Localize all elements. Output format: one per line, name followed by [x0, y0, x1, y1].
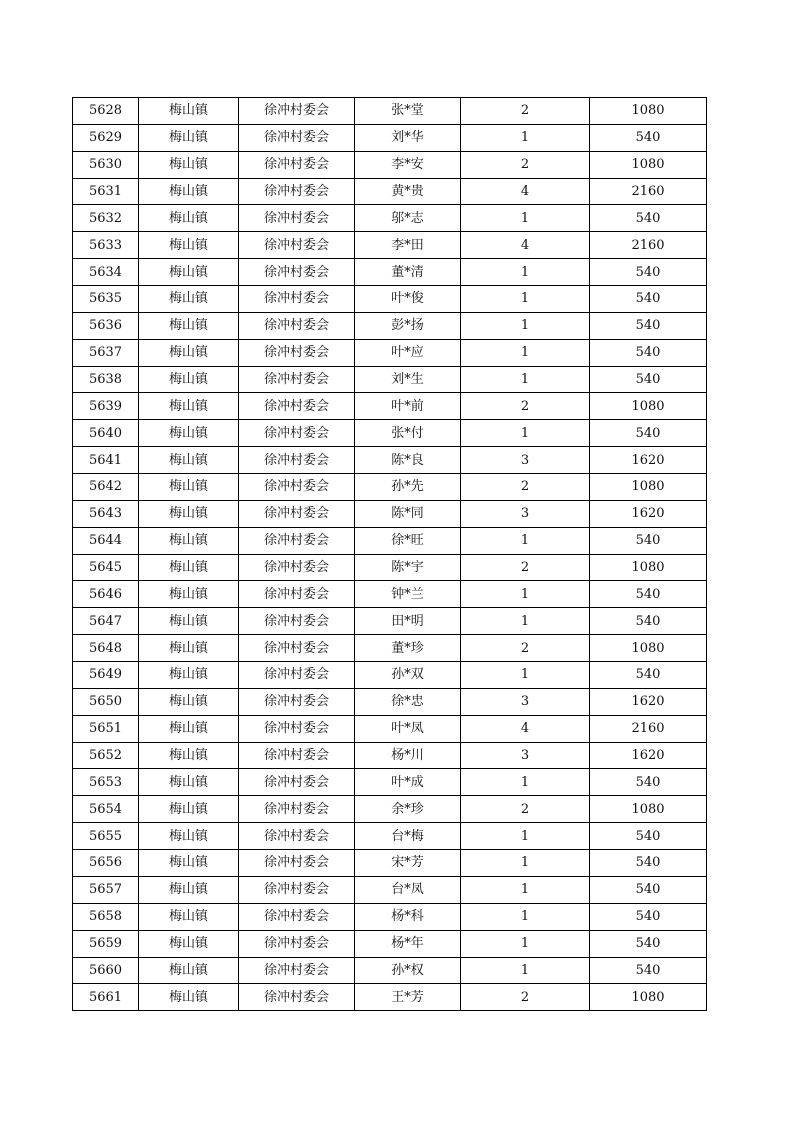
- village-committee-cell: 徐冲村委会: [239, 339, 355, 366]
- amount-cell: 1620: [590, 742, 707, 769]
- table-row: [73, 232, 707, 259]
- amount-cell: 1080: [590, 98, 707, 125]
- count-cell: 1: [461, 312, 590, 339]
- table-row: [73, 715, 707, 742]
- name-cell: 王*芳: [355, 984, 461, 1011]
- count-cell: 3: [461, 688, 590, 715]
- row-number-cell: 5644: [73, 527, 139, 554]
- amount-cell: 1080: [590, 796, 707, 823]
- row-number-cell: 5631: [73, 178, 139, 205]
- village-committee-cell: 徐冲村委会: [239, 850, 355, 877]
- village-committee-cell: 徐冲村委会: [239, 984, 355, 1011]
- table-row: [73, 98, 707, 125]
- town-cell: 梅山镇: [139, 635, 239, 662]
- town-cell: 梅山镇: [139, 447, 239, 474]
- count-cell: 2: [461, 98, 590, 125]
- town-cell: 梅山镇: [139, 474, 239, 501]
- town-cell: 梅山镇: [139, 554, 239, 581]
- name-cell: 李*安: [355, 151, 461, 178]
- village-committee-cell: 徐冲村委会: [239, 742, 355, 769]
- village-committee-cell: 徐冲村委会: [239, 286, 355, 313]
- count-cell: 3: [461, 742, 590, 769]
- village-committee-cell: 徐冲村委会: [239, 608, 355, 635]
- village-committee-cell: 徐冲村委会: [239, 903, 355, 930]
- name-cell: 邬*志: [355, 205, 461, 232]
- name-cell: 叶*凤: [355, 715, 461, 742]
- count-cell: 1: [461, 662, 590, 689]
- count-cell: 1: [461, 850, 590, 877]
- amount-cell: 540: [590, 205, 707, 232]
- count-cell: 2: [461, 796, 590, 823]
- row-number-cell: 5637: [73, 339, 139, 366]
- village-committee-cell: 徐冲村委会: [239, 715, 355, 742]
- name-cell: 叶*前: [355, 393, 461, 420]
- amount-cell: 2160: [590, 178, 707, 205]
- town-cell: 梅山镇: [139, 98, 239, 125]
- amount-cell: 540: [590, 124, 707, 151]
- amount-cell: 540: [590, 286, 707, 313]
- count-cell: 1: [461, 286, 590, 313]
- table-row: [73, 662, 707, 689]
- village-committee-cell: 徐冲村委会: [239, 232, 355, 259]
- row-number-cell: 5645: [73, 554, 139, 581]
- count-cell: 1: [461, 581, 590, 608]
- amount-cell: 540: [590, 876, 707, 903]
- row-number-cell: 5655: [73, 823, 139, 850]
- village-committee-cell: 徐冲村委会: [239, 205, 355, 232]
- name-cell: 孙*双: [355, 662, 461, 689]
- amount-cell: 1080: [590, 474, 707, 501]
- table-row: [73, 151, 707, 178]
- count-cell: 1: [461, 259, 590, 286]
- village-committee-cell: 徐冲村委会: [239, 151, 355, 178]
- amount-cell: 1080: [590, 393, 707, 420]
- amount-cell: 1080: [590, 554, 707, 581]
- amount-cell: 540: [590, 662, 707, 689]
- count-cell: 2: [461, 151, 590, 178]
- table-row: [73, 259, 707, 286]
- row-number-cell: 5640: [73, 420, 139, 447]
- row-number-cell: 5658: [73, 903, 139, 930]
- amount-cell: 1620: [590, 500, 707, 527]
- row-number-cell: 5660: [73, 957, 139, 984]
- name-cell: 宋*芳: [355, 850, 461, 877]
- name-cell: 陈*良: [355, 447, 461, 474]
- table-row: [73, 796, 707, 823]
- count-cell: 2: [461, 393, 590, 420]
- count-cell: 2: [461, 635, 590, 662]
- row-number-cell: 5629: [73, 124, 139, 151]
- name-cell: 台*凤: [355, 876, 461, 903]
- name-cell: 董*珍: [355, 635, 461, 662]
- amount-cell: 540: [590, 850, 707, 877]
- town-cell: 梅山镇: [139, 151, 239, 178]
- name-cell: 陈*宇: [355, 554, 461, 581]
- name-cell: 刘*生: [355, 366, 461, 393]
- village-committee-cell: 徐冲村委会: [239, 98, 355, 125]
- row-number-cell: 5650: [73, 688, 139, 715]
- town-cell: 梅山镇: [139, 124, 239, 151]
- table-row: [73, 930, 707, 957]
- name-cell: 孙*先: [355, 474, 461, 501]
- table-row: [73, 527, 707, 554]
- amount-cell: 540: [590, 581, 707, 608]
- name-cell: 陈*同: [355, 500, 461, 527]
- row-number-cell: 5638: [73, 366, 139, 393]
- name-cell: 李*田: [355, 232, 461, 259]
- town-cell: 梅山镇: [139, 312, 239, 339]
- row-number-cell: 5648: [73, 635, 139, 662]
- amount-cell: 540: [590, 769, 707, 796]
- row-number-cell: 5642: [73, 474, 139, 501]
- amount-cell: 1620: [590, 688, 707, 715]
- row-number-cell: 5651: [73, 715, 139, 742]
- table-row: [73, 554, 707, 581]
- table-row: [73, 876, 707, 903]
- town-cell: 梅山镇: [139, 581, 239, 608]
- town-cell: 梅山镇: [139, 742, 239, 769]
- village-committee-cell: 徐冲村委会: [239, 420, 355, 447]
- town-cell: 梅山镇: [139, 259, 239, 286]
- row-number-cell: 5654: [73, 796, 139, 823]
- name-cell: 杨*科: [355, 903, 461, 930]
- village-committee-cell: 徐冲村委会: [239, 796, 355, 823]
- count-cell: 1: [461, 876, 590, 903]
- village-committee-cell: 徐冲村委会: [239, 527, 355, 554]
- town-cell: 梅山镇: [139, 823, 239, 850]
- table-body: [73, 98, 707, 1011]
- count-cell: 1: [461, 339, 590, 366]
- row-number-cell: 5633: [73, 232, 139, 259]
- data-table: [72, 97, 707, 1011]
- town-cell: 梅山镇: [139, 769, 239, 796]
- name-cell: 孙*权: [355, 957, 461, 984]
- town-cell: 梅山镇: [139, 232, 239, 259]
- town-cell: 梅山镇: [139, 178, 239, 205]
- name-cell: 黄*贵: [355, 178, 461, 205]
- town-cell: 梅山镇: [139, 500, 239, 527]
- table-row: [73, 957, 707, 984]
- town-cell: 梅山镇: [139, 205, 239, 232]
- count-cell: 1: [461, 420, 590, 447]
- village-committee-cell: 徐冲村委会: [239, 662, 355, 689]
- name-cell: 台*梅: [355, 823, 461, 850]
- row-number-cell: 5653: [73, 769, 139, 796]
- town-cell: 梅山镇: [139, 796, 239, 823]
- amount-cell: 1080: [590, 151, 707, 178]
- name-cell: 叶*应: [355, 339, 461, 366]
- name-cell: 钟*兰: [355, 581, 461, 608]
- village-committee-cell: 徐冲村委会: [239, 447, 355, 474]
- row-number-cell: 5632: [73, 205, 139, 232]
- village-committee-cell: 徐冲村委会: [239, 635, 355, 662]
- amount-cell: 540: [590, 366, 707, 393]
- name-cell: 杨*年: [355, 930, 461, 957]
- amount-cell: 540: [590, 608, 707, 635]
- amount-cell: 540: [590, 823, 707, 850]
- table-row: [73, 312, 707, 339]
- count-cell: 3: [461, 447, 590, 474]
- count-cell: 1: [461, 823, 590, 850]
- name-cell: 叶*俊: [355, 286, 461, 313]
- amount-cell: 540: [590, 903, 707, 930]
- amount-cell: 540: [590, 420, 707, 447]
- name-cell: 田*明: [355, 608, 461, 635]
- count-cell: 1: [461, 205, 590, 232]
- town-cell: 梅山镇: [139, 527, 239, 554]
- village-committee-cell: 徐冲村委会: [239, 393, 355, 420]
- table-row: [73, 823, 707, 850]
- count-cell: 2: [461, 554, 590, 581]
- name-cell: 余*珍: [355, 796, 461, 823]
- row-number-cell: 5634: [73, 259, 139, 286]
- table-row: [73, 769, 707, 796]
- count-cell: 1: [461, 930, 590, 957]
- name-cell: 张*付: [355, 420, 461, 447]
- row-number-cell: 5652: [73, 742, 139, 769]
- amount-cell: 1620: [590, 447, 707, 474]
- row-number-cell: 5639: [73, 393, 139, 420]
- row-number-cell: 5656: [73, 850, 139, 877]
- village-committee-cell: 徐冲村委会: [239, 500, 355, 527]
- row-number-cell: 5657: [73, 876, 139, 903]
- town-cell: 梅山镇: [139, 715, 239, 742]
- name-cell: 叶*成: [355, 769, 461, 796]
- count-cell: 1: [461, 957, 590, 984]
- count-cell: 4: [461, 232, 590, 259]
- count-cell: 3: [461, 500, 590, 527]
- town-cell: 梅山镇: [139, 366, 239, 393]
- amount-cell: 1080: [590, 635, 707, 662]
- town-cell: 梅山镇: [139, 957, 239, 984]
- amount-cell: 2160: [590, 715, 707, 742]
- village-committee-cell: 徐冲村委会: [239, 366, 355, 393]
- town-cell: 梅山镇: [139, 420, 239, 447]
- table-row: [73, 850, 707, 877]
- village-committee-cell: 徐冲村委会: [239, 124, 355, 151]
- town-cell: 梅山镇: [139, 688, 239, 715]
- town-cell: 梅山镇: [139, 984, 239, 1011]
- name-cell: 刘*华: [355, 124, 461, 151]
- table-row: [73, 635, 707, 662]
- table-row: [73, 124, 707, 151]
- town-cell: 梅山镇: [139, 608, 239, 635]
- table-row: [73, 447, 707, 474]
- village-committee-cell: 徐冲村委会: [239, 554, 355, 581]
- town-cell: 梅山镇: [139, 876, 239, 903]
- village-committee-cell: 徐冲村委会: [239, 259, 355, 286]
- amount-cell: 540: [590, 312, 707, 339]
- table-row: [73, 581, 707, 608]
- village-committee-cell: 徐冲村委会: [239, 876, 355, 903]
- name-cell: 彭*扬: [355, 312, 461, 339]
- village-committee-cell: 徐冲村委会: [239, 769, 355, 796]
- count-cell: 4: [461, 178, 590, 205]
- table-row: [73, 608, 707, 635]
- amount-cell: 540: [590, 527, 707, 554]
- table-row: [73, 286, 707, 313]
- row-number-cell: 5635: [73, 286, 139, 313]
- amount-cell: 540: [590, 930, 707, 957]
- count-cell: 1: [461, 366, 590, 393]
- town-cell: 梅山镇: [139, 393, 239, 420]
- table-row: [73, 339, 707, 366]
- row-number-cell: 5636: [73, 312, 139, 339]
- table-row: [73, 205, 707, 232]
- row-number-cell: 5630: [73, 151, 139, 178]
- count-cell: 2: [461, 474, 590, 501]
- name-cell: 徐*忠: [355, 688, 461, 715]
- row-number-cell: 5628: [73, 98, 139, 125]
- row-number-cell: 5641: [73, 447, 139, 474]
- amount-cell: 2160: [590, 232, 707, 259]
- count-cell: 4: [461, 715, 590, 742]
- town-cell: 梅山镇: [139, 286, 239, 313]
- name-cell: 董*清: [355, 259, 461, 286]
- table-row: [73, 366, 707, 393]
- village-committee-cell: 徐冲村委会: [239, 688, 355, 715]
- town-cell: 梅山镇: [139, 662, 239, 689]
- count-cell: 1: [461, 527, 590, 554]
- name-cell: 徐*旺: [355, 527, 461, 554]
- table-row: [73, 393, 707, 420]
- town-cell: 梅山镇: [139, 930, 239, 957]
- table-row: [73, 688, 707, 715]
- count-cell: 1: [461, 124, 590, 151]
- village-committee-cell: 徐冲村委会: [239, 930, 355, 957]
- table-row: [73, 474, 707, 501]
- town-cell: 梅山镇: [139, 339, 239, 366]
- row-number-cell: 5647: [73, 608, 139, 635]
- table-row: [73, 742, 707, 769]
- table-row: [73, 984, 707, 1011]
- count-cell: 2: [461, 984, 590, 1011]
- town-cell: 梅山镇: [139, 903, 239, 930]
- row-number-cell: 5646: [73, 581, 139, 608]
- village-committee-cell: 徐冲村委会: [239, 474, 355, 501]
- name-cell: 张*堂: [355, 98, 461, 125]
- village-committee-cell: 徐冲村委会: [239, 178, 355, 205]
- amount-cell: 540: [590, 259, 707, 286]
- table-row: [73, 420, 707, 447]
- village-committee-cell: 徐冲村委会: [239, 957, 355, 984]
- table-row: [73, 903, 707, 930]
- row-number-cell: 5643: [73, 500, 139, 527]
- village-committee-cell: 徐冲村委会: [239, 823, 355, 850]
- town-cell: 梅山镇: [139, 850, 239, 877]
- count-cell: 1: [461, 769, 590, 796]
- row-number-cell: 5649: [73, 662, 139, 689]
- table-row: [73, 500, 707, 527]
- name-cell: 杨*川: [355, 742, 461, 769]
- count-cell: 1: [461, 903, 590, 930]
- count-cell: 1: [461, 608, 590, 635]
- village-committee-cell: 徐冲村委会: [239, 581, 355, 608]
- amount-cell: 540: [590, 957, 707, 984]
- row-number-cell: 5659: [73, 930, 139, 957]
- village-committee-cell: 徐冲村委会: [239, 312, 355, 339]
- amount-cell: 1080: [590, 984, 707, 1011]
- amount-cell: 540: [590, 339, 707, 366]
- row-number-cell: 5661: [73, 984, 139, 1011]
- table-row: [73, 178, 707, 205]
